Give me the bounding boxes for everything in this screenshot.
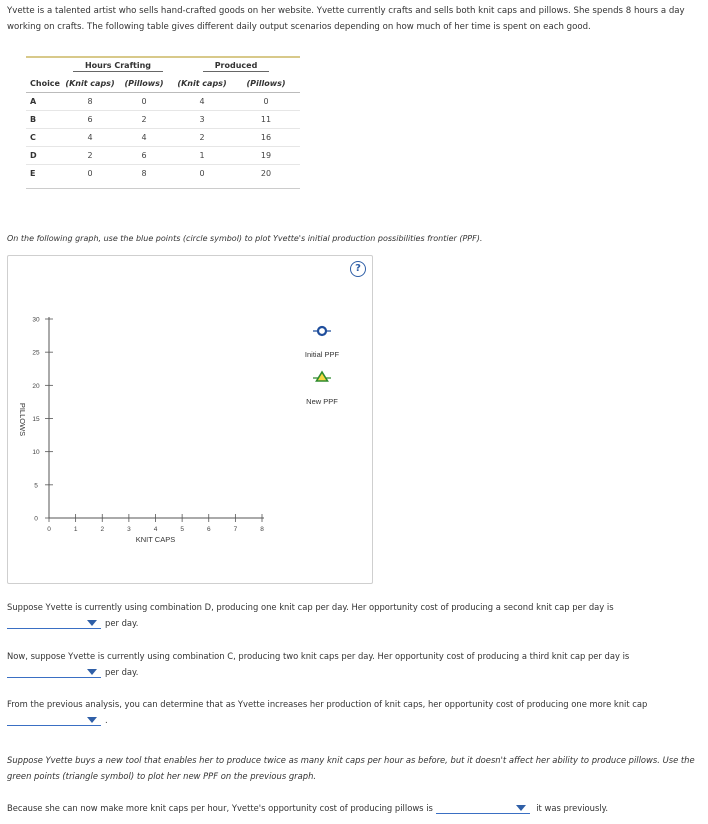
y-tick-label: 0 — [34, 515, 38, 523]
chevron-down-icon — [516, 805, 526, 811]
help-icon[interactable]: ? — [350, 261, 366, 277]
hours-knit-cell: 6 — [87, 115, 93, 124]
y-tick-label: 20 — [32, 382, 40, 390]
produced-knit-cell: 1 — [199, 151, 205, 160]
hours-pillows-cell: 4 — [141, 133, 147, 142]
choice-cell: A — [30, 97, 37, 106]
produced-knit-cell: 4 — [199, 97, 205, 106]
hours-knit-cell: 4 — [87, 133, 93, 142]
header-produced-knit: (Knit caps) — [172, 75, 232, 93]
legend-new-label: New PPF — [306, 397, 338, 406]
legend-initial-marker — [318, 327, 326, 335]
legend-initial-label: Initial PPF — [304, 350, 340, 359]
y-tick-label: 5 — [34, 482, 38, 490]
hours-pillows-cell: 0 — [141, 97, 147, 106]
header-produced: Produced — [203, 61, 270, 72]
y-tick-label: 30 — [32, 316, 40, 324]
produced-pillows-cell: 16 — [260, 133, 272, 142]
question-5 — [7, 800, 697, 816]
x-tick-label: 4 — [153, 526, 158, 533]
produced-knit-cell: 0 — [199, 169, 205, 178]
y-axis-label: PILLOWS — [18, 402, 27, 437]
ppf-chart[interactable] — [8, 256, 372, 583]
question-5-suffix: it was previously. — [536, 803, 609, 813]
question-1-suffix: per day. — [105, 618, 139, 628]
x-tick-label: 1 — [73, 526, 78, 533]
choice-cell: B — [30, 115, 37, 124]
hours-knit-cell: 0 — [87, 169, 93, 178]
question-3-suffix: . — [105, 715, 108, 725]
header-hours-knit: (Knit caps) — [64, 75, 116, 93]
q2-dropdown[interactable] — [7, 667, 101, 678]
x-tick-label: 3 — [127, 526, 131, 533]
chevron-down-icon — [87, 717, 97, 723]
q3-dropdown[interactable] — [7, 715, 101, 726]
hours-pillows-cell: 8 — [141, 169, 147, 178]
question-2-text: Now, suppose Yvette is currently using combination C, producing two knit caps per day. Her opportunity cost of producing a third knit cap per day is — [7, 651, 630, 661]
table-row — [26, 111, 300, 129]
hours-pillows-cell: 2 — [141, 115, 147, 124]
chevron-down-icon — [87, 669, 97, 675]
table-bottom-rule — [26, 188, 300, 189]
graph-panel — [7, 255, 373, 584]
hours-pillows-cell: 6 — [141, 151, 147, 160]
x-axis-label: KNIT CAPS — [135, 535, 176, 544]
header-hours-crafting: Hours Crafting — [73, 61, 163, 72]
produced-pillows-cell: 0 — [263, 97, 269, 106]
x-tick-label: 7 — [233, 526, 238, 533]
table-row — [26, 165, 300, 183]
hours-knit-cell: 8 — [87, 97, 93, 106]
question-2-suffix: per day. — [105, 667, 139, 677]
produced-knit-cell: 2 — [199, 133, 205, 142]
choice-cell: C — [30, 133, 36, 142]
graph-instruction: On the following graph, use the blue points (circle symbol) to plot Yvette's initial production possibilities frontier (PPF). — [7, 234, 483, 243]
question-4: Suppose Yvette buys a new tool that enables her to produce twice as many knit caps per hour as before, but it doesn't affect her ability to produce pillows. Use the green points (triangle symbol) to plot her new PPF on the previous graph. — [7, 755, 695, 781]
y-tick-label: 10 — [32, 449, 40, 457]
legend-new-marker — [317, 372, 328, 381]
q5-dropdown[interactable] — [436, 803, 530, 814]
table-row — [26, 129, 300, 147]
table-row — [26, 147, 300, 165]
x-tick-label: 0 — [47, 526, 51, 533]
question-3-text: From the previous analysis, you can determine that as Yvette increases her production of knit caps, her opportunity cost of producing one more knit cap — [7, 699, 648, 709]
header-produced-pillows: (Pillows) — [232, 75, 300, 93]
choice-cell: D — [30, 151, 37, 160]
question-2 — [7, 648, 697, 680]
x-tick-label: 8 — [260, 526, 264, 533]
q1-dropdown[interactable] — [7, 618, 101, 629]
question-3 — [7, 696, 697, 728]
y-tick-label: 25 — [32, 349, 40, 357]
produced-knit-cell: 3 — [199, 115, 205, 124]
choice-cell: E — [30, 169, 36, 178]
question-1 — [7, 599, 697, 631]
question-1-text: Suppose Yvette is currently using combination D, producing one knit cap per day. Her opportunity cost of producing a second knit cap per day is — [7, 602, 614, 612]
x-tick-label: 2 — [100, 526, 105, 533]
table-row — [26, 93, 300, 111]
y-tick-label: 15 — [32, 416, 40, 423]
output-table — [26, 56, 300, 189]
produced-pillows-cell: 11 — [260, 115, 272, 124]
hours-knit-cell: 2 — [87, 151, 93, 160]
intro-paragraph: Yvette is a talented artist who sells hand-crafted goods on her website. Yvette currently crafts and sells both knit caps and pillows. She spends 8 hours a day working on crafts. The following table gives different daily output scenarios depending on how much of her time is spent on each good. — [7, 6, 685, 32]
header-hours-pillows: (Pillows) — [116, 75, 172, 93]
question-5-text: Because she can now make more knit caps per hour, Yvette's opportunity cost of producing pillows is — [7, 803, 433, 813]
chevron-down-icon — [87, 620, 97, 626]
x-tick-label: 5 — [180, 526, 184, 533]
x-tick-label: 6 — [206, 526, 211, 533]
header-choice: Choice — [26, 75, 64, 93]
produced-pillows-cell: 20 — [260, 169, 272, 178]
produced-pillows-cell: 19 — [260, 151, 272, 160]
